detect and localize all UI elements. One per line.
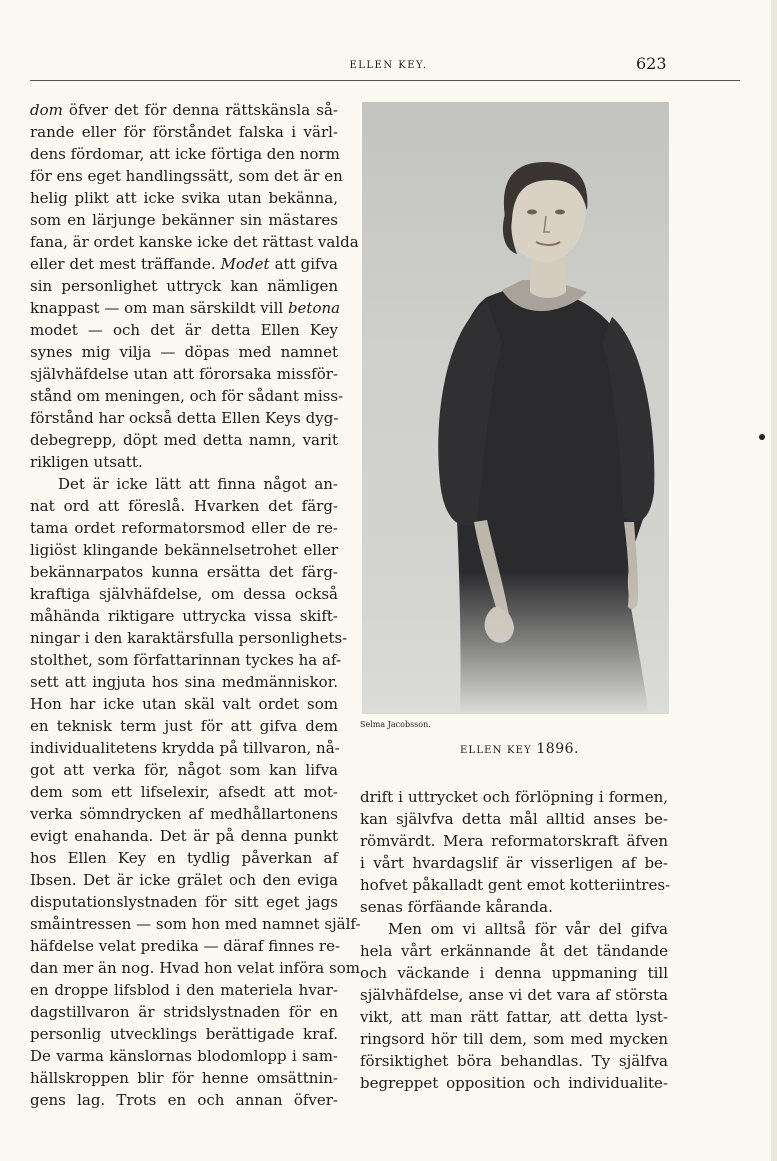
text-line [30, 957, 360, 979]
italic-word: Modet [220, 255, 270, 273]
text-line [360, 896, 668, 918]
text-line [30, 891, 338, 913]
line-text: debegrepp, döpt med detta namn, varit [30, 431, 338, 449]
text-line [30, 847, 338, 869]
line-text: en teknisk term just för att gifva dem [30, 717, 338, 735]
text-line [30, 209, 338, 231]
line-text: römvärdt. Mera reformatorskraft äfven [360, 832, 668, 850]
text-line [30, 715, 338, 737]
text-line [30, 165, 343, 187]
text-line [360, 1072, 668, 1094]
line-text: försiktighet böra behandlas. Ty själfva [360, 1052, 668, 1070]
page-edge [771, 0, 777, 1161]
line-text: stånd om meningen, och för sådant miss- [30, 387, 344, 405]
line-text: begreppet opposition och individualite- [360, 1074, 668, 1092]
text-line [30, 99, 338, 121]
text-line [360, 984, 668, 1006]
text-line [30, 143, 338, 165]
text-line [30, 451, 338, 473]
line-text: vikt, att man rätt fattar, att detta lyst- [360, 1008, 668, 1026]
line-text: öfver det för denna rättskänsla så- [68, 101, 338, 119]
text-line [30, 935, 341, 957]
line-text: got att verka för, något som kan lifva [30, 761, 338, 779]
ink-speck [759, 434, 765, 440]
text-line [30, 671, 338, 693]
line-text: individualitetens krydda på tillvaron, nå- [30, 739, 340, 757]
running-title: ELLEN KEY. [349, 60, 428, 71]
line-text: i vårt hvardagslif är visserligen af be- [360, 854, 668, 872]
text-line [30, 979, 338, 1001]
line-text: sett att ingjuta hos sina medmänniskor. [30, 673, 338, 691]
line-text: drift i uttrycket och förlöpning i formen, [360, 788, 668, 806]
line-text: självhäfdelse utan att förorsaka missför- [30, 365, 338, 383]
text-line [360, 940, 668, 962]
text-line [30, 341, 338, 363]
portrait-illustration [362, 102, 669, 714]
line-text: självhäfdelse, anse vi det vara af största [360, 986, 668, 1004]
line-text: hofvet påkalladt gent emot kotteriintres- [360, 876, 671, 894]
text-line [30, 649, 342, 671]
line-text: rikligen utsatt. [30, 453, 143, 471]
text-line [30, 429, 338, 451]
text-line [30, 583, 338, 605]
line-text: De varma känslornas blodomlopp i sam- [30, 1047, 338, 1065]
line-text: ligiöst klingande bekännelsetrohet eller [30, 541, 338, 559]
text-line [30, 825, 338, 847]
text-line [360, 1006, 668, 1028]
text-line [360, 830, 668, 852]
text-line [360, 786, 668, 808]
line-text: dagstillvaron är stridslystnaden för en [30, 1003, 338, 1021]
line-text: knappast — om man särskildt vill [30, 299, 288, 317]
line-text: tama ordet reformatorsmod eller de re- [30, 519, 338, 537]
line-text-after: att gifva [269, 255, 339, 273]
line-text: en droppe lifsblod i den materiela hvar- [30, 981, 338, 999]
line-text: Det är icke lätt att finna något an- [58, 475, 338, 493]
italic-word: betona [287, 299, 341, 317]
portrait-photo [362, 102, 669, 714]
caption-name: ELLEN KEY [460, 745, 532, 756]
text-line [30, 1045, 338, 1067]
line-text: synes mig vilja — döpas med namnet [30, 343, 338, 361]
text-line [360, 962, 668, 984]
text-line [30, 605, 338, 627]
text-line [30, 539, 338, 561]
line-text: Hon har icke utan skäl valt ordet som [30, 695, 338, 713]
line-text: senas förfäande kåranda. [360, 898, 553, 916]
text-line [30, 517, 338, 539]
left-text-column [30, 99, 361, 1111]
line-text: kraftiga självhäfdelse, om dessa också [30, 585, 338, 603]
line-text: verka sömndrycken af medhållartonens [30, 805, 338, 823]
text-line [30, 737, 338, 759]
line-text: rande eller för förståndet falska i värl- [30, 123, 338, 141]
text-line [30, 913, 361, 935]
photo-credit: Selma Jacobsson. [360, 720, 431, 729]
line-text: Ibsen. Det är icke grälet och den eviga [30, 871, 338, 889]
line-text: ningar i den karaktärsfulla personlighets- [30, 629, 348, 647]
text-line [360, 852, 668, 874]
line-text: modet — och det är detta Ellen Key [30, 321, 338, 339]
page-number: 623 [636, 54, 667, 73]
line-text: sin personlighet uttryck kan nämligen [30, 277, 338, 295]
text-line [30, 363, 338, 385]
line-text: och väckande i denna uppmaning till [360, 964, 668, 982]
text-line [30, 1067, 338, 1089]
line-text: förstånd har också detta Ellen Keys dyg- [30, 409, 339, 427]
line-text: personlig utvecklings berättigade kraf. [30, 1025, 338, 1043]
text-line [30, 231, 359, 253]
line-text: dan mer än nog. Hvad hon velat införa som [30, 959, 360, 977]
text-line [30, 803, 338, 825]
text-line [30, 473, 338, 495]
line-text: helig plikt att icke svika utan bekänna, [30, 189, 338, 207]
line-text: hela vårt erkännande åt det tändande [360, 942, 668, 960]
line-text: nat ord att föreslå. Hvarken det färg- [30, 497, 338, 515]
line-text: gens lag. Trots en och annan öfver- [30, 1091, 338, 1109]
line-text: småintressen — som hon med namnet själf- [30, 915, 361, 933]
header-rule [30, 80, 740, 81]
line-text: stolthet, som författarinnan tyckes ha af- [30, 651, 342, 669]
caption-year: 1896. [536, 741, 579, 757]
text-line [30, 297, 341, 319]
line-text: Men om vi alltså för vår del gifva [388, 920, 668, 938]
line-text: bekännarpatos kunna ersätta det färg- [30, 563, 338, 581]
line-text: hos Ellen Key en tydlig påverkan af [30, 849, 338, 867]
text-line [30, 319, 338, 341]
text-line [30, 385, 344, 407]
line-text: dens fördomar, att icke förtiga den norm [30, 145, 340, 163]
line-text: fana, är ordet kanske icke det rättast valda [30, 233, 359, 251]
figure-caption [460, 741, 579, 757]
text-line [30, 495, 338, 517]
line-text: evigt enahanda. Det är på denna punkt [30, 827, 338, 845]
line-text: eller det mest träffande. [30, 255, 221, 273]
text-line [360, 1050, 668, 1072]
line-text: disputationslystnaden för sitt eget jags [30, 893, 338, 911]
line-text: ringsord hör till dem, som med mycken [360, 1030, 668, 1048]
text-line [30, 1023, 338, 1045]
text-line [30, 869, 338, 891]
text-line [30, 781, 338, 803]
text-line [30, 693, 338, 715]
line-text: dem som ett lifselexir, afsedt att mot- [30, 783, 338, 801]
text-line [30, 253, 338, 275]
line-text: måhända riktigare uttrycka vissa skift- [30, 607, 338, 625]
text-line [360, 808, 668, 830]
text-line [360, 874, 671, 896]
text-line [30, 1001, 338, 1023]
text-line [360, 1028, 668, 1050]
text-line [30, 187, 338, 209]
text-line [30, 275, 338, 297]
text-line [30, 407, 338, 429]
right-text-column [360, 786, 671, 1094]
line-text: för ens eget handlingssätt, som det är en [30, 167, 343, 185]
line-text: hällskroppen blir för henne omsättnin- [30, 1069, 338, 1087]
text-line [30, 627, 348, 649]
text-line [30, 1089, 338, 1111]
italic-word: dom [30, 101, 63, 119]
text-line [360, 918, 668, 940]
text-line [30, 121, 338, 143]
text-line [30, 561, 338, 583]
line-text: häfdelse velat predika — däraf finnes re- [30, 937, 341, 955]
text-line [30, 759, 338, 781]
line-text: kan självfva detta mål alltid anses be- [360, 810, 668, 828]
line-text: som en lärjunge bekänner sin mästares [30, 211, 338, 229]
